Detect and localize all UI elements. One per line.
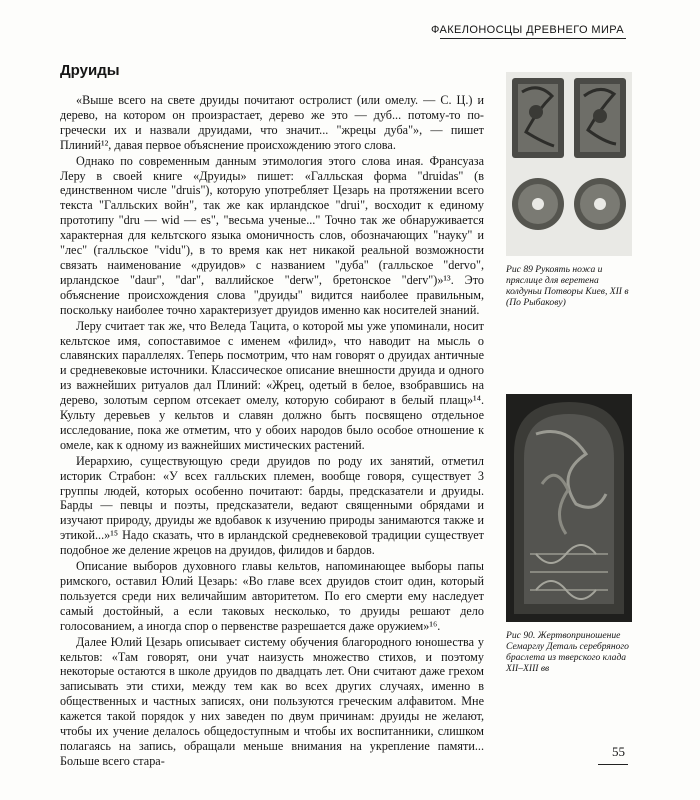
main-column [60, 62, 484, 770]
page-number-rule [598, 764, 628, 765]
paragraph: Далее Юлий Цезарь описывает систему обучения благородного юношества у кельтов: «Там говорят, они учат наизусть множество стихов, и поэтому некоторые остаются в школе друидов по двадцать лет. Они считают даже грехом записывать эти стихи, между тем как во всех других случаях, именно в общественных и частных записях, они пользуются греческим алфавитом. Мне кажется такой порядок у них заведен по двум причинам: друиды не желают, чтобы их учение делалось общедоступным и чтобы их воспитанники, слишком полагаясь на запись, обращали меньше внимания на укрепление памяти... Больше всего стара- [60, 634, 484, 768]
paragraph: Иерархию, существующую среди друидов по роду их занятий, отметил историк Страбон: «У всех галльских племен, вообще говоря, существует 3 группы людей, которых особенно почитают: барды, предсказатели и друиды. Барды — певцы и поэты, предсказатели, ведают священными обрядами и изучают природу, друиды же вдобавок к изучению природы занимаются также и этикой...»¹⁵ Надо сказать, что в ирландской средневековой традиции существует подобное же деление жрецов на друидов, филидов и бардов. [60, 453, 484, 558]
figure-89-caption: Рис 89 Рукоять ножа и пряслице для веретена колдуньи Потворы Киев, XII в (По Рыбакову) [506, 264, 629, 308]
figure-90-image [506, 394, 632, 622]
paragraph: Леру считает так же, что Веледа Тацита, о которой мы уже упоминали, носит кельтское имя, сопоставимое с именем «филид», что наводит на мысль о славянских параллелях. Теперь посмотрим, что нам говорят о друидах античные и средневековые источники. Классическое описание внешности друида и одного из важнейших ритуалов дал Плиний: «Жрец, одетый в белое, взобравшись на дерево, золотым серпом отсекает омелу, которую собирают в белый плащ»¹⁴. Культу деревьев у кельтов и славян должно быть посвящено отдельное исследование, пока же отметим, что у обоих народов было особое отношение к омеле, как к одному из важнейших мистических растений. [60, 318, 484, 452]
figure-column [506, 72, 632, 674]
paragraph: «Выше всего на свете друиды почитают остролист (или омелу. — С. Ц.) и дерево, на котором он произрастает, дерево же это — дуб... потому-то по-гречески их и назвали друидами, что значит... "жрецы дуба"», — пишет Плиний¹², давая первое объяснение происхождению этого слова. [60, 93, 484, 152]
paragraph: Описание выборов духовного главы кельтов, напоминающее выборы папы римского, оставил Юлий Цезарь: «Во главе всех друидов стоит один, который пользуется среди них величайшим авторитетом. По его смерти ему наследует самый достойный, а если таковых несколько, то друиды решают дело голосованием, а иногда спор о первенстве разрешается даже оружием»¹⁶. [60, 559, 484, 633]
paragraph: Однако по современным данным этимология этого слова иная. Франсуаза Леру в своей книге «Друиды» пишет: «Галльская форма "druidas" (в единственном числе "druis"), которую употребляет Цезарь на протяжении всего текста "Галльских войн", так же как ирландское "drui", восходит к единому прототипу "dru — wid — es", "весьма ученые..." Точно так же обнаруживается характерная для кельтского языка омоничность слов, обозначающих "науку" и "лес" (галльское "vidu"), в то время как нет никакой реальной возможности связать наименование «друидов» с названием "дуба" (галльское "dervo", ирландское "daur", "dar", валлийское "derw", бретонское "derv")»¹³. Это объяснение происхождения слова "друиды" видится наиболее правильным, поскольку наиболее точно характеризует друидов именно как носителей знаний. [60, 153, 484, 317]
page-header [0, 0, 700, 40]
page-number: 55 [612, 744, 625, 759]
header-rule [440, 38, 626, 39]
figure-90-caption: Рис 90. Жертвоприношение Семарглу Деталь серебряного браслета из тверского клада XII–XIII вв [506, 630, 629, 674]
figure-89-image [506, 72, 632, 256]
section-title: Друиды [60, 62, 120, 79]
running-title: ФАКЕЛОНОСЦЫ ДРЕВНЕГО МИРА [430, 24, 624, 36]
